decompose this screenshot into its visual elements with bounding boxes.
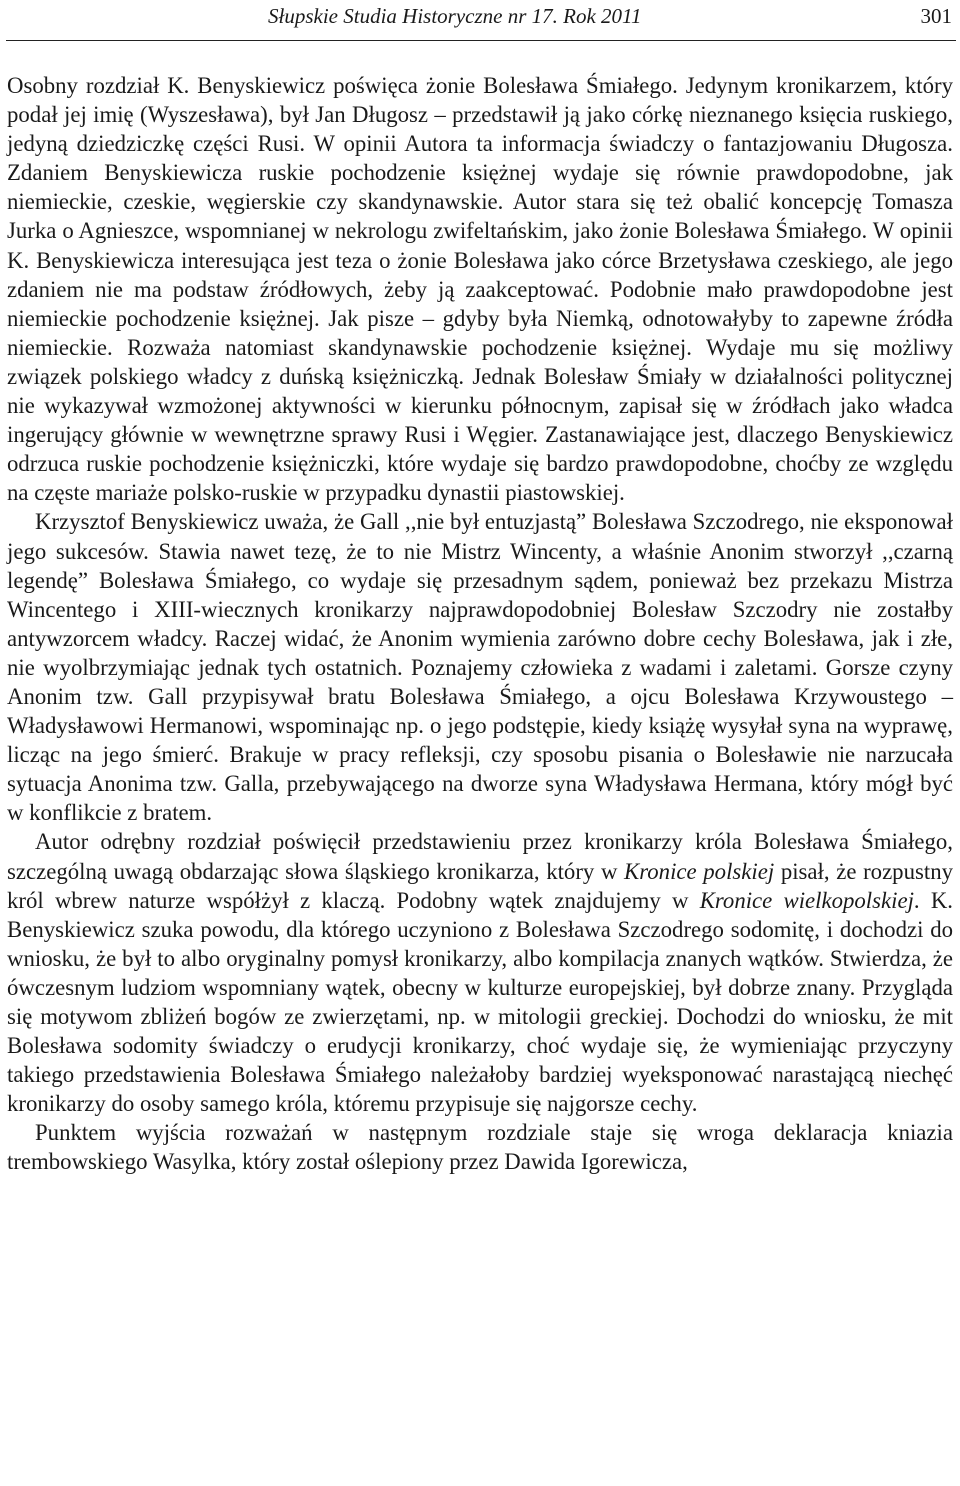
paragraph-text: Autor odrębny rozdział poświęcił przedstawieniu przez kronikarzy króla Bolesława Śmiałego, szczególną uwagą obdarzając słowa śląskiego kronikarza, który w xyxy=(7,829,953,884)
paragraph-2 xyxy=(7,507,953,827)
paragraph-1 xyxy=(7,71,953,507)
running-header xyxy=(0,0,960,40)
page-number: 301 xyxy=(920,4,952,28)
paragraph-text: Punktem wyjścia rozważań w następnym rozdziale staje się wroga deklaracja kniazia trembowskiego Wasylka, który został oślepiony przez Dawida Igorewicza, xyxy=(7,1120,953,1175)
italic-title-kronika-wielkopolska: Kronice wielkopolskiej xyxy=(699,887,914,913)
paragraph-text: pisał, że rozpustny król wbrew naturze współżył z klaczą. Podobny wątek znajdujemy w xyxy=(7,858,953,913)
italic-title-kronika-polska: Kronice polskiej xyxy=(624,858,775,884)
paragraph-3 xyxy=(7,827,953,1118)
paragraph-4 xyxy=(7,1118,953,1176)
paragraph-text: . K. Benyskiewicz szuka powodu, dla którego uczyniono z Bolesława Szczodrego sodomitę, i dochodzi do wniosku, że był to albo oryginalny pomysł kronikarzy, albo kompilacja znanych wątków. Stwierdza, że ówczesnym ludziom wspomniany wątek, obecny w kulturze europejskiej, był dobrze znany. Przygląda się motywom zbliżeń bogów ze zwierzętami, np. w mitologii greckiej. Dochodzi do wniosku, że mit Bolesława sodomity świadczy o erudycji kronikarzy, choć wydaje się, że wymieniając przyczyny takiego przedstawienia Bolesława Śmiałego należałoby bardziej wyeksponować narastającą niechęć kronikarzy do osoby samego króla, któremu przypisuje się najgorsze cechy. xyxy=(7,887,954,1117)
journal-title: Słupskie Studia Historyczne nr 17. Rok 2011 xyxy=(268,4,642,28)
header-rule xyxy=(6,40,956,41)
body-text xyxy=(7,71,953,1177)
paragraph-text: Osobny rozdział K. Benyskiewicz poświęca żonie Bolesława Śmiałego. Jedynym kronikarzem, który podał jej imię (Wyszesława), był Jan Długosz – przedstawił ją jako córkę nieznanego księcia ruskiego, jedyną dziedziczkę części Rusi. W opinii Autora ta informacja świadczy o fantazjowaniu Długosza. Zdaniem Benyskiewicza ruskie pochodzenie księżnej wydaje się równie prawdopodobne, jak niemieckie, czeskie, węgierskie czy skandynawskie. Autor stara się też obalić koncepcję Tomasza Jurka o Agnieszce, wspomnianej w nekrologu zwifeltańskim, jako żonie Bolesława Śmiałego. W opinii K. Benyskiewicza interesująca jest teza o żonie Bolesława jako córce Brzetysława czeskiego, ale jego zdaniem nie ma podstaw źródłowych, żeby ją zaakceptować. Podobnie mało prawdopodobne jest niemieckie pochodzenie księżnej. Jak pisze – gdyby była Niemką, odnotowałyby to zapewne źródła niemieckie. Rozważa natomiast skandynawskie pochodzenie księżnej. Wydaje mu się możliwy związek polskiego władcy z duńską księżniczką. Jednak Bolesław Śmiały w działalności politycznej nie wykazywał wzmożonej aktywności w kierunku północnym, zapisał się w źródłach jako władca ingerujący głównie w wewnętrzne sprawy Rusi i Węgier. Zastanawiające jest, dlaczego Benyskiewicz odrzuca ruskie pochodzenie księżniczki, które wydaje się bardzo prawdopodobne, choćby ze względu na częste mariaże polsko-ruskie w przypadku dynastii piastowskiej. xyxy=(7,73,953,506)
paragraph-text: Krzysztof Benyskiewicz uważa, że Gall ,,nie był entuzjastą” Bolesława Szczodrego, nie eksponował jego sukcesów. Stawia nawet tezę, że to nie Mistrz Wincenty, a właśnie Anonim stworzył ,,czarną legendę” Bolesława Śmiałego, co wydaje się przesadnym sądem, ponieważ bez przekazu Mistrza Wincentego i XIII-wiecznych kronikarzy najprawdopodobniej Bolesław Szczodry nie zostałby antywzorcem władcy. Raczej widać, że Anonim wymienia zarówno dobre cechy Bolesława, jak i złe, nie wyolbrzymiając jednak tych ostatnich. Poznajemy człowieka z wadami i zaletami. Gorsze czyny Anonim tzw. Gall przypisywał bratu Bolesława Śmiałego, a ojcu Bolesława Krzywoustego – Władysławowi Hermanowi, wspominając np. o jego podstępie, kiedy książę wysyłał syna na wyprawę, licząc na jego śmierć. Brakuje w pracy refleksji, czy sposobu pisania o Bolesławie nie narzucała sytuacja Anonima tzw. Galla, przebywającego na dworze syna Władysława Hermana, który mógł być w konflikcie z bratem. xyxy=(7,509,953,826)
